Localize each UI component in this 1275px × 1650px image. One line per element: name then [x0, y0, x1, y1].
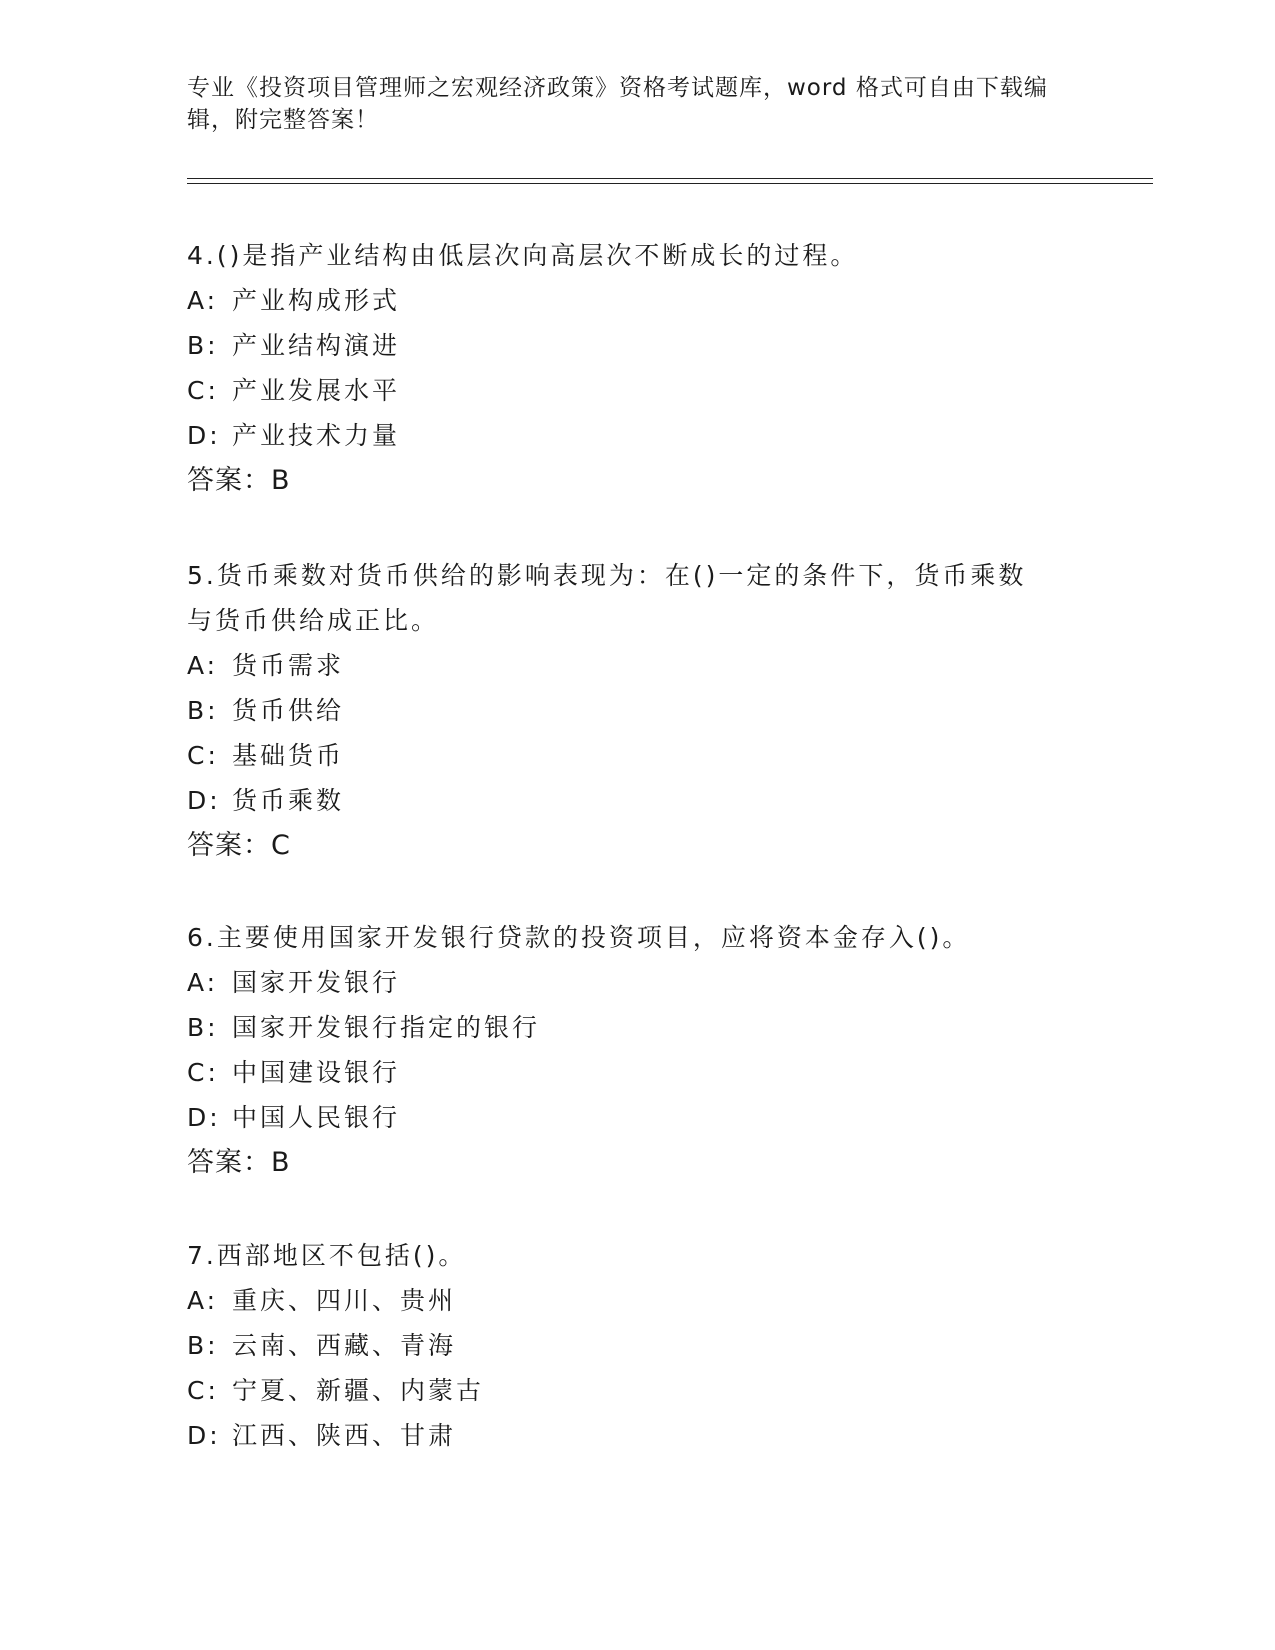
question-stem: 7.西部地区不包括()。: [187, 1241, 467, 1270]
option-letter: A:: [187, 1286, 219, 1315]
option-d: [187, 1413, 1087, 1458]
option-letter: D:: [187, 1103, 221, 1132]
option-d: [187, 1095, 1087, 1140]
question-5: [187, 553, 1087, 868]
option-text: 国家开发银行: [232, 968, 401, 997]
question-4: [187, 233, 1087, 503]
option-text: 货币乘数: [232, 786, 345, 815]
option-c: [187, 733, 1087, 778]
question-stem-line-2: 与货币供给成正比。: [187, 606, 440, 635]
option-letter: A:: [187, 286, 219, 315]
document-header: [187, 72, 1087, 136]
option-letter: C:: [187, 1058, 219, 1087]
question-6: [187, 915, 1087, 1185]
header-line-1: 专业《投资项目管理师之宏观经济政策》资格考试题库，word 格式可自由下载编: [187, 75, 1048, 101]
option-letter: D:: [187, 786, 221, 815]
option-text: 产业构成形式: [232, 286, 401, 315]
option-letter: A:: [187, 651, 219, 680]
option-d: [187, 778, 1087, 823]
option-text: 宁夏、新疆、内蒙古: [232, 1376, 485, 1405]
option-c: [187, 1368, 1087, 1413]
option-b: [187, 688, 1087, 733]
header-divider-top: [187, 178, 1153, 179]
option-text: 基础货币: [232, 741, 345, 770]
option-text: 产业结构演进: [232, 331, 401, 360]
option-letter: D:: [187, 1421, 221, 1450]
option-text: 货币需求: [232, 651, 345, 680]
answer: 答案：C: [187, 830, 291, 861]
option-c: [187, 368, 1087, 413]
option-letter: B:: [187, 1331, 219, 1360]
option-letter: B:: [187, 331, 219, 360]
option-text: 货币供给: [232, 696, 345, 725]
option-a: [187, 643, 1087, 688]
option-b: [187, 1323, 1087, 1368]
option-text: 中国建设银行: [232, 1058, 401, 1087]
header-divider-bottom: [187, 183, 1153, 184]
option-a: [187, 278, 1087, 323]
question-stem-line-1: 5.货币乘数对货币供给的影响表现为：在()一定的条件下，货币乘数: [187, 561, 1027, 590]
option-letter: C:: [187, 1376, 219, 1405]
question-stem: 6.主要使用国家开发银行贷款的投资项目，应将资本金存入()。: [187, 923, 971, 952]
option-c: [187, 1050, 1087, 1095]
option-b: [187, 323, 1087, 368]
option-text: 产业技术力量: [232, 421, 401, 450]
option-letter: A:: [187, 968, 219, 997]
question-stem: 4.()是指产业结构由低层次向高层次不断成长的过程。: [187, 241, 859, 270]
option-letter: C:: [187, 741, 219, 770]
option-text: 云南、西藏、青海: [232, 1331, 457, 1360]
option-text: 中国人民银行: [232, 1103, 401, 1132]
option-letter: C:: [187, 376, 219, 405]
header-line-2: 辑，附完整答案！: [187, 107, 379, 133]
option-letter: B:: [187, 696, 219, 725]
option-b: [187, 1005, 1087, 1050]
option-text: 国家开发银行指定的银行: [232, 1013, 541, 1042]
option-a: [187, 960, 1087, 1005]
option-letter: D:: [187, 421, 221, 450]
answer: 答案：B: [187, 1147, 291, 1178]
option-text: 重庆、四川、贵州: [232, 1286, 457, 1315]
option-text: 产业发展水平: [232, 376, 401, 405]
option-d: [187, 413, 1087, 458]
answer: 答案：B: [187, 465, 291, 496]
option-letter: B:: [187, 1013, 219, 1042]
option-text: 江西、陕西、甘肃: [232, 1421, 457, 1450]
option-a: [187, 1278, 1087, 1323]
question-7: [187, 1233, 1087, 1458]
